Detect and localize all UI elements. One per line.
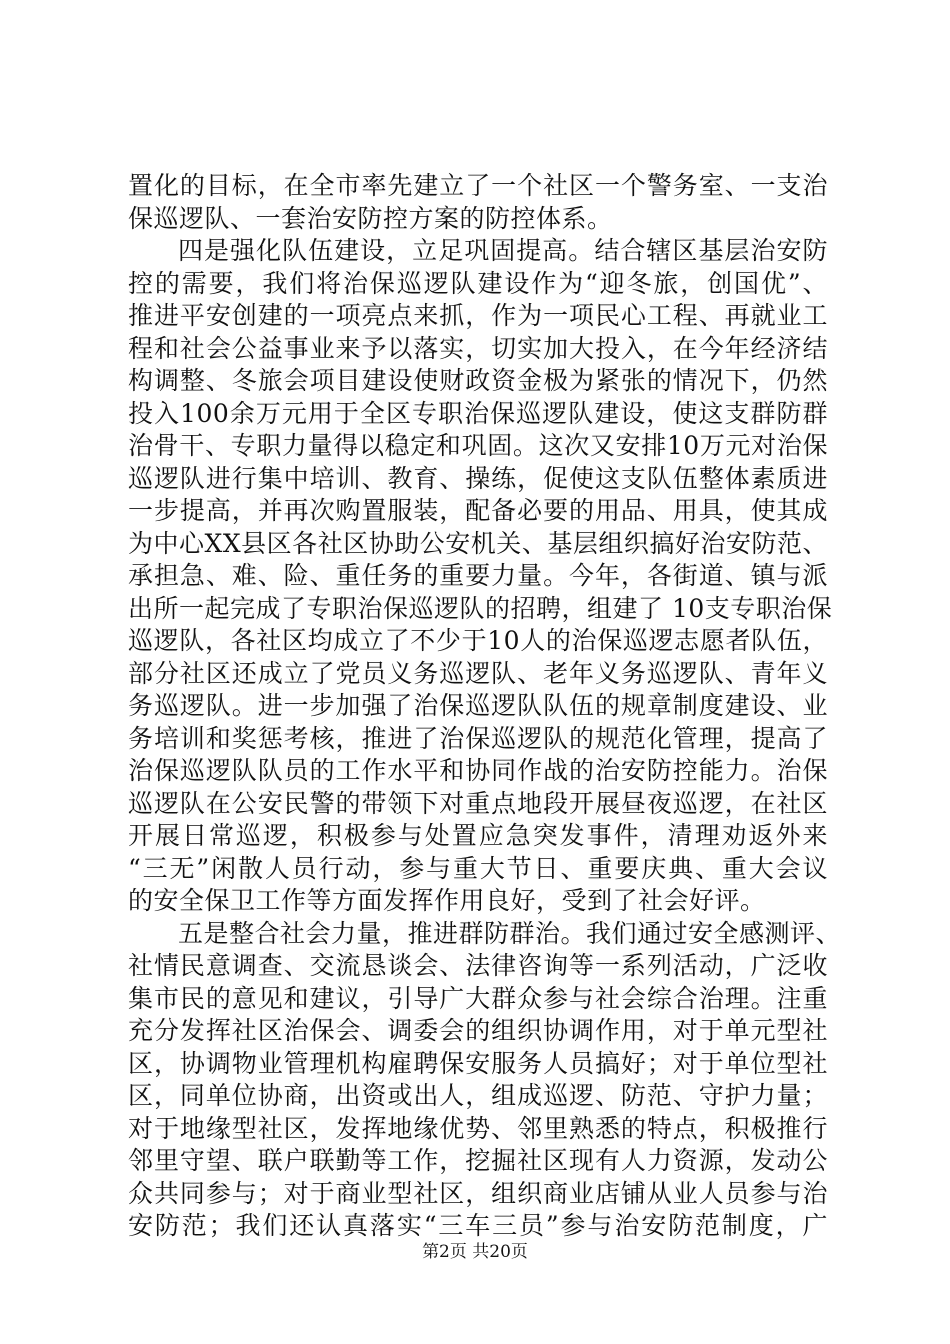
text-line: 巡逻队在公安民警的带领下对重点地段开展昼夜巡逻，在社区 xyxy=(128,788,828,818)
text-line: 出所一起完成了专职治保巡逻队的招聘，组建了 10支专职治保 xyxy=(128,593,833,623)
text-line: 众共同参与；对于商业型社区，组织商业店铺从业人员参与治 xyxy=(128,1178,828,1208)
text-line: 推进平安创建的一项亮点来抓，作为一项民心工程、再就业工 xyxy=(128,301,828,330)
text-line: 承担急、难、险、重任务的重要力量。今年，各街道、镇与派 xyxy=(128,561,828,590)
text-line: 置化的目标，在全市率先建立了一个社区一个警务室、一支治 xyxy=(128,171,828,200)
text-line: 开展日常巡逻，积极参与处置应急突发事件，清理劝返外来 xyxy=(128,821,828,850)
text-line: 区，同单位协商，出资或出人，组成巡逻、防范、守护力量； xyxy=(128,1081,828,1110)
text-line: 邻里守望、联户联勤等工作，挖掘社区现有人力资源，发动公 xyxy=(128,1146,828,1175)
text-line: “三无”闲散人员行动，参与重大节日、重要庆典、重大会议 xyxy=(128,853,828,883)
text-line: 保巡逻队、一套治安防控方案的防控体系。 xyxy=(128,203,613,233)
text-line: 投入100余万元用于全区专职治保巡逻队建设，使这支群防群 xyxy=(128,398,828,428)
text-line: 巡逻队进行集中培训、教育、操练，促使这支队伍整体素质进 xyxy=(128,463,828,493)
text-line: 务巡逻队。进一步加强了治保巡逻队队伍的规章制度建设、业 xyxy=(128,691,828,720)
text-line: 一步提高，并再次购置服装，配备必要的用品、用具，使其成 xyxy=(128,496,828,525)
text-line: 区，协调物业管理机构雇聘保安服务人员搞好；对于单位型社 xyxy=(128,1048,828,1078)
document-body xyxy=(128,170,842,1243)
text-line: 安防范；我们还认真落实“三车三员”参与治安防范制度，广 xyxy=(128,1211,828,1240)
text-line: 对于地缘型社区，发挥地缘优势、邻里熟悉的特点，积极推行 xyxy=(128,1113,828,1143)
text-line: 五是整合社会力量，推进群防群治。我们通过安全感测评、 xyxy=(178,918,842,948)
page-footer: 第2页 共20页 xyxy=(422,1242,528,1262)
text-line: 巡逻队，各社区均成立了不少于10人的治保巡逻志愿者队伍， xyxy=(128,626,828,655)
text-line: 治保巡逻队队员的工作水平和协同作战的治安防控能力。治保 xyxy=(128,756,828,785)
text-line: 社情民意调查、交流恳谈会、法律咨询等一系列活动，广泛收 xyxy=(128,951,828,980)
text-line: 充分发挥社区治保会、调委会的组织协调作用，对于单元型社 xyxy=(128,1016,828,1045)
text-line: 部分社区还成立了党员义务巡逻队、老年义务巡逻队、青年义 xyxy=(128,658,828,688)
text-line: 务培训和奖惩考核，推进了治保巡逻队的规范化管理，提高了 xyxy=(128,723,828,753)
text-line: 为中心XX县区各社区协助公安机关、基层组织搞好治安防范、 xyxy=(128,528,828,558)
text-line: 控的需要，我们将治保巡逻队建设作为“迎冬旅，创国优”、 xyxy=(128,268,828,298)
text-line: 构调整、冬旅会项目建设使财政资金极为紧张的情况下，仍然 xyxy=(128,366,828,395)
text-line: 的安全保卫工作等方面发挥作用良好，受到了社会好评。 xyxy=(128,886,766,915)
text-line: 四是强化队伍建设，立足巩固提高。结合辖区基层治安防 xyxy=(178,236,828,265)
text-line: 程和社会公益事业来予以落实，切实加大投入，在今年经济结 xyxy=(128,333,828,363)
text-line: 集市民的意见和建议，引导广大群众参与社会综合治理。注重 xyxy=(128,983,828,1013)
text-line: 治骨干、专职力量得以稳定和巩固。这次又安排10万元对治保 xyxy=(128,431,828,460)
